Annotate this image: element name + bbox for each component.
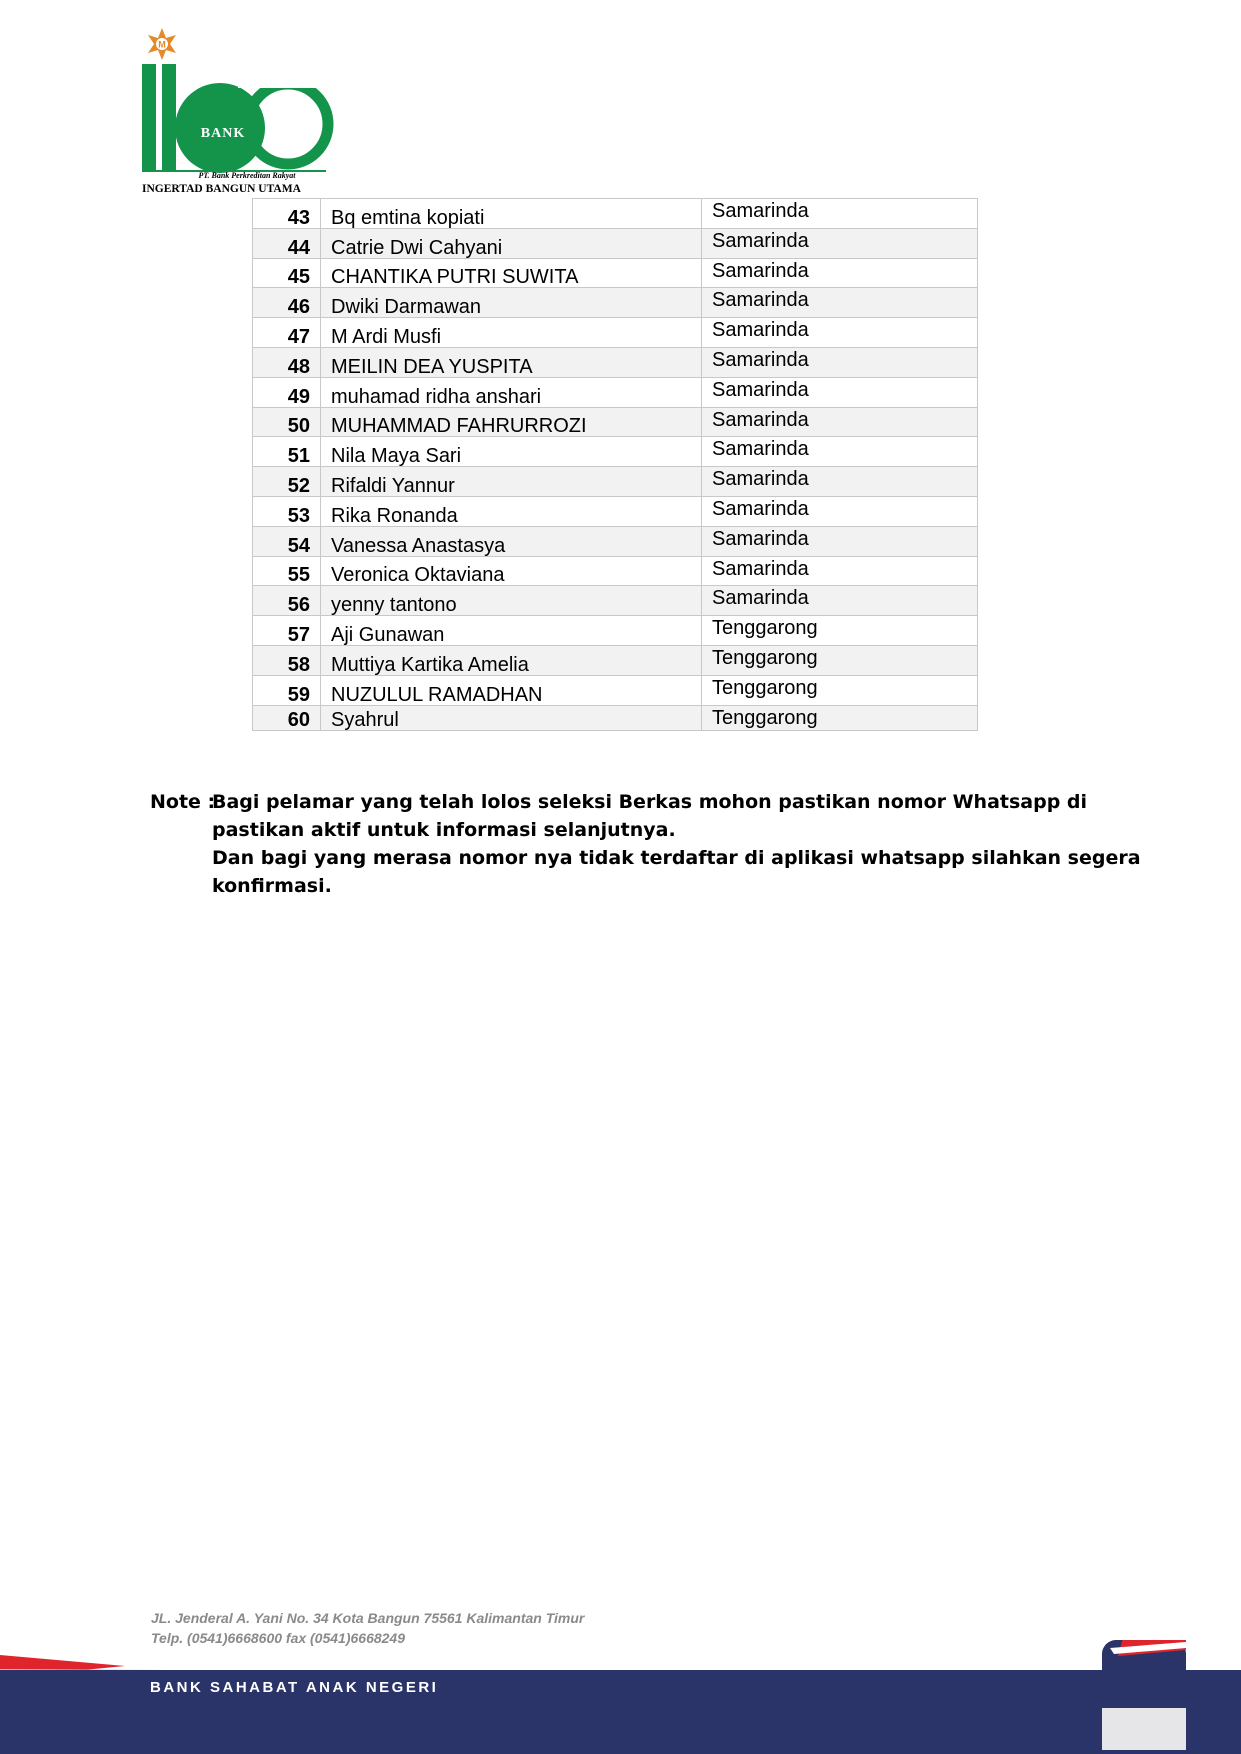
table-row — [253, 556, 978, 586]
table-row — [253, 526, 978, 556]
table-row — [253, 616, 978, 646]
row-number: 52 — [253, 467, 321, 497]
applicant-city: Samarinda — [702, 556, 978, 586]
applicant-city: Samarinda — [702, 318, 978, 348]
applicant-city: Samarinda — [702, 437, 978, 467]
applicant-name: Veronica Oktaviana — [321, 556, 702, 586]
applicant-name: Aji Gunawan — [321, 616, 702, 646]
note-line: Dan bagi yang merasa nomor nya tidak terdaftar di aplikasi whatsapp silahkan segera — [212, 847, 1141, 869]
note-line: Bagi pelamar yang telah lolos seleksi Berkas mohon pastikan nomor Whatsapp di — [212, 791, 1088, 813]
logo-bank-word: BANK — [200, 126, 246, 141]
note-line: konfirmasi. — [212, 875, 332, 897]
footer-phone: Telp. (0541)6668600 fax (0541)6668249 — [151, 1630, 405, 1646]
row-number: 58 — [253, 645, 321, 675]
footer-address: JL. Jenderal A. Yani No. 34 Kota Bangun 75561 Kalimantan Timur — [151, 1610, 585, 1626]
row-number: 49 — [253, 377, 321, 407]
table-row — [253, 199, 978, 229]
applicant-city: Samarinda — [702, 526, 978, 556]
applicant-name: M Ardi Musfi — [321, 318, 702, 348]
table-row — [253, 675, 978, 705]
applicant-name: Rifaldi Yannur — [321, 467, 702, 497]
table-row — [253, 496, 978, 526]
applicant-name: Bq emtina kopiati — [321, 199, 702, 229]
row-number: 47 — [253, 318, 321, 348]
applicant-city: Samarinda — [702, 347, 978, 377]
applicant-city: Samarinda — [702, 199, 978, 229]
bpr-sub-line: BANK — [1110, 1675, 1134, 1684]
row-number: 56 — [253, 586, 321, 616]
applicant-name: MUHAMMAD FAHRURROZI — [321, 407, 702, 437]
applicant-name: Rika Ronanda — [321, 496, 702, 526]
applicant-name: Vanessa Anastasya — [321, 526, 702, 556]
row-number: 43 — [253, 199, 321, 229]
applicant-name: Dwiki Darmawan — [321, 288, 702, 318]
applicant-city: Samarinda — [702, 407, 978, 437]
row-number: 60 — [253, 705, 321, 730]
bank-logo — [138, 26, 338, 198]
applicant-name: Catrie Dwi Cahyani — [321, 228, 702, 258]
row-number: 55 — [253, 556, 321, 586]
note-label: Note : — [150, 791, 216, 813]
star-emblem-icon — [148, 28, 176, 60]
applicant-name: CHANTIKA PUTRI SUWITA — [321, 258, 702, 288]
footer-slogan: BANK SAHABAT ANAK NEGERI — [150, 1679, 439, 1696]
applicant-city: Samarinda — [702, 288, 978, 318]
applicant-name: yenny tantono — [321, 586, 702, 616]
bpr-logo-subtext — [1110, 1675, 1167, 1702]
row-number: 45 — [253, 258, 321, 288]
applicant-city: Samarinda — [702, 377, 978, 407]
applicant-name: Muttiya Kartika Amelia — [321, 645, 702, 675]
row-number: 46 — [253, 288, 321, 318]
row-number: 50 — [253, 407, 321, 437]
applicant-city: Samarinda — [702, 496, 978, 526]
applicant-name: muhamad ridha anshari — [321, 377, 702, 407]
table-row — [253, 318, 978, 348]
bpr-sub-line: RAKYAT — [1110, 1693, 1143, 1702]
table-row — [253, 437, 978, 467]
note-line: pastikan aktif untuk informasi selanjutnya. — [212, 819, 676, 841]
row-number: 51 — [253, 437, 321, 467]
table-row — [253, 586, 978, 616]
applicant-city: Samarinda — [702, 467, 978, 497]
table-row — [253, 407, 978, 437]
applicant-city: Tenggarong — [702, 675, 978, 705]
applicant-name: NUZULUL RAMADHAN — [321, 675, 702, 705]
applicant-table — [252, 198, 978, 731]
logo-subtitle: PT. Bank Perkreditan Rakyat — [198, 171, 296, 180]
table-row — [253, 377, 978, 407]
bpr-sub-line: PERKREDITAN — [1110, 1684, 1168, 1693]
svg-text:M: M — [158, 39, 166, 50]
applicant-name: Syahrul — [321, 705, 702, 730]
applicant-name: MEILIN DEA YUSPITA — [321, 347, 702, 377]
applicant-name: Nila Maya Sari — [321, 437, 702, 467]
bpr-logo-text: BPR — [1113, 1604, 1171, 1634]
table-row — [253, 288, 978, 318]
footer-band — [0, 1640, 1241, 1754]
table-row — [253, 258, 978, 288]
table-row — [253, 705, 978, 730]
table-row — [253, 645, 978, 675]
table-row — [253, 467, 978, 497]
applicant-city: Tenggarong — [702, 705, 978, 730]
applicant-city: Tenggarong — [702, 616, 978, 646]
logo-company-name: INGERTAD BANGUN UTAMA — [142, 183, 301, 195]
table-row — [253, 228, 978, 258]
applicant-city: Samarinda — [702, 586, 978, 616]
row-number: 59 — [253, 675, 321, 705]
applicant-city: Samarinda — [702, 258, 978, 288]
row-number: 48 — [253, 347, 321, 377]
applicant-city: Samarinda — [702, 228, 978, 258]
applicant-city: Tenggarong — [702, 645, 978, 675]
row-number: 57 — [253, 616, 321, 646]
table-row — [253, 347, 978, 377]
row-number: 44 — [253, 228, 321, 258]
row-number: 53 — [253, 496, 321, 526]
row-number: 54 — [253, 526, 321, 556]
